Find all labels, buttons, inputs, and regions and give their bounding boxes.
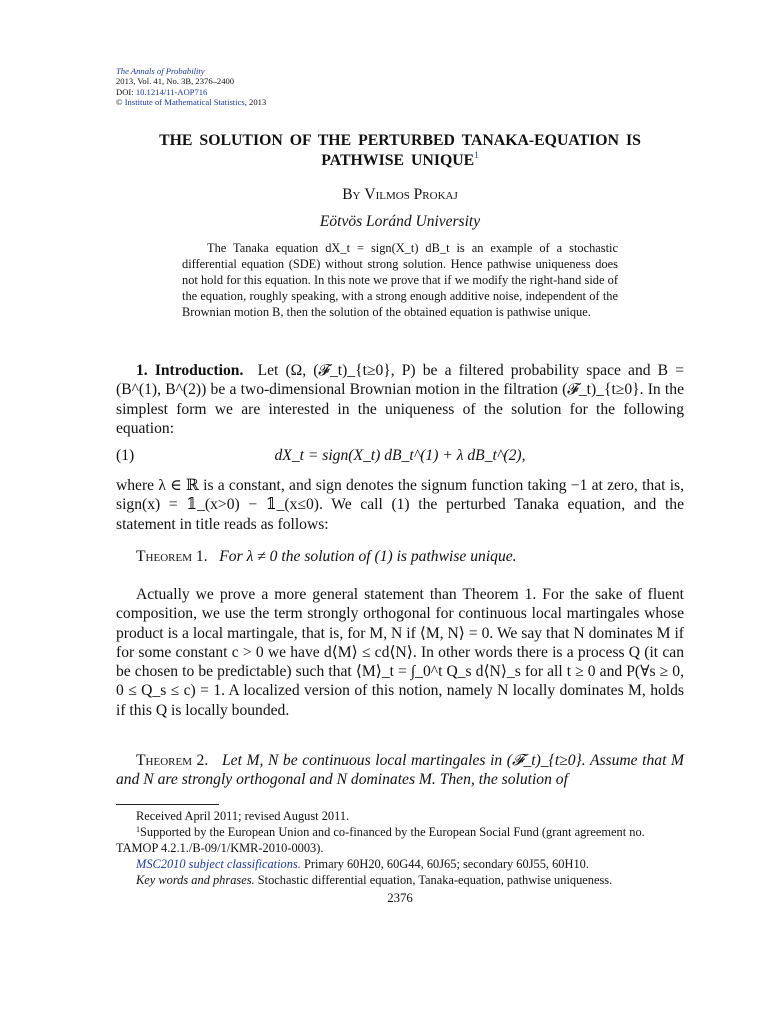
journal-info [116, 66, 266, 108]
theorem-1 [116, 547, 684, 566]
msc-label[interactable]: MSC2010 subject classifications. [136, 856, 301, 871]
support-text: Supported by the European Union and co-financed by the European Social Fund (grant agreement no. TAMOP 4.2.1./B-09/1/KMR-2010-0003). [116, 824, 645, 855]
msc-codes: Primary 60H20, 60G44, 60J65; secondary 60J55, 60H10. [303, 856, 589, 871]
author-name: Vilmos Prokaj [364, 186, 458, 203]
support-mark: 1 [136, 824, 140, 834]
msc-note [116, 857, 684, 873]
keywords-text: Stochastic differential equation, Tanaka-equation, pathwise uniqueness. [257, 872, 613, 887]
paper-page [116, 0, 684, 1024]
footnotes [116, 809, 684, 889]
doi-link[interactable]: 10.1214/11-AOP716 [135, 86, 208, 97]
page-number: 2376 [387, 891, 413, 905]
copyright-symbol: © [116, 97, 125, 108]
equation-formula: dX_t = sign(X_t) dB_t^(1) + λ dB_t^(2), [274, 447, 526, 464]
received-note: Received April 2011; revised August 2011. [136, 809, 350, 823]
intro-text: Let (Ω, (𝓕_t)_{t≥0}, P) be a filtered probability space and B = (B^(1), B^(2)) be a two-dimensional Brownian motion in the filtration (𝓕_t)_{t≥0}. In the simplest form we are interested in the uniqueness of the solution for the following equation: [116, 362, 684, 437]
theorem-2-text: Let M, N be continuous local martingales in (𝓕_t)_{t≥0}. Assume that M and N are strongly orthogonal and N dominates M. Then, the solution of [116, 752, 684, 789]
theorem-2 [116, 751, 684, 790]
theorem-2-label: Theorem 2. [136, 752, 209, 769]
keywords-label: Key words and phrases. [136, 872, 255, 887]
title-footnote-mark[interactable]: 1 [474, 150, 479, 160]
author-affiliation: Eötvös Loránd University [319, 213, 481, 230]
journal-name[interactable]: The Annals of Probability [116, 66, 205, 76]
title-line-2 [116, 151, 684, 171]
publisher-link[interactable]: Institute of Mathematical Statistics [124, 97, 245, 108]
equation-1 [116, 447, 684, 471]
author-line [116, 186, 684, 204]
journal-copyright-line [116, 97, 266, 107]
abstract: The Tanaka equation dX_t = sign(X_t) dB_t is an example of a stochastic differential equation (SDE) without strong solution. Hence pathwise uniqueness does not hold for this equation. In this note we prove that if we modify the right-hand side of the equation, roughly speaking, with a strong enough additive noise, independent of the Brownian motion B, then the solution of the obtained equation is pathwise unique. [182, 241, 618, 320]
intro-paragraph [116, 361, 684, 438]
support-note [116, 825, 684, 857]
general-paragraph: Actually we prove a more general statement than Theorem 1. For the sake of fluent composition, we use the term strongly orthogonal for continuous local martingales whose product is a local martingale, that is, for M, N if ⟨M, N⟩ = 0. We say that N dominates M if for some constant c > 0 we have d⟨M⟩ ≤ cd⟨N⟩. In other words there is a process Q (it can be chosen to be predictable) such that ⟨M⟩_t = ∫_0^t Q_s d⟨N⟩_s for all t ≥ 0 and P(∀s ≥ 0, 0 ≤ Q_s ≤ c) = 1. A localized version of this notion, namely N locally dominates M, holds if this Q is locally bounded. [116, 586, 684, 719]
section-heading: 1. Introduction. [136, 362, 244, 379]
after-equation-paragraph: where λ ∈ ℝ is a constant, and sign denotes the signum function taking −1 at zero, that is, sign(x) = 𝟙_(x>0) − 𝟙_(x≤0). We call (1) the perturbed Tanaka equation, and the statement in title reads as follows: [116, 477, 684, 533]
theorem-1-text: For λ ≠ 0 the solution of (1) is pathwise unique. [219, 548, 517, 565]
keywords-note [116, 873, 684, 889]
paper-title [116, 131, 684, 171]
equation-number: (1) [116, 447, 135, 464]
footnote-rule [116, 804, 219, 805]
title-line-1: THE SOLUTION OF THE PERTURBED TANAKA-EQUATION IS [159, 132, 641, 149]
journal-doi-line [116, 87, 266, 97]
author-by: By [342, 186, 361, 203]
title-line-2-text: PATHWISE UNIQUE [321, 152, 475, 169]
journal-issue: 2013, Vol. 41, No. 3B, 2376–2400 [116, 76, 235, 87]
theorem-1-label: Theorem 1. [136, 548, 208, 565]
copyright-year: , 2013 [244, 97, 267, 108]
doi-label: DOI: [116, 86, 136, 97]
